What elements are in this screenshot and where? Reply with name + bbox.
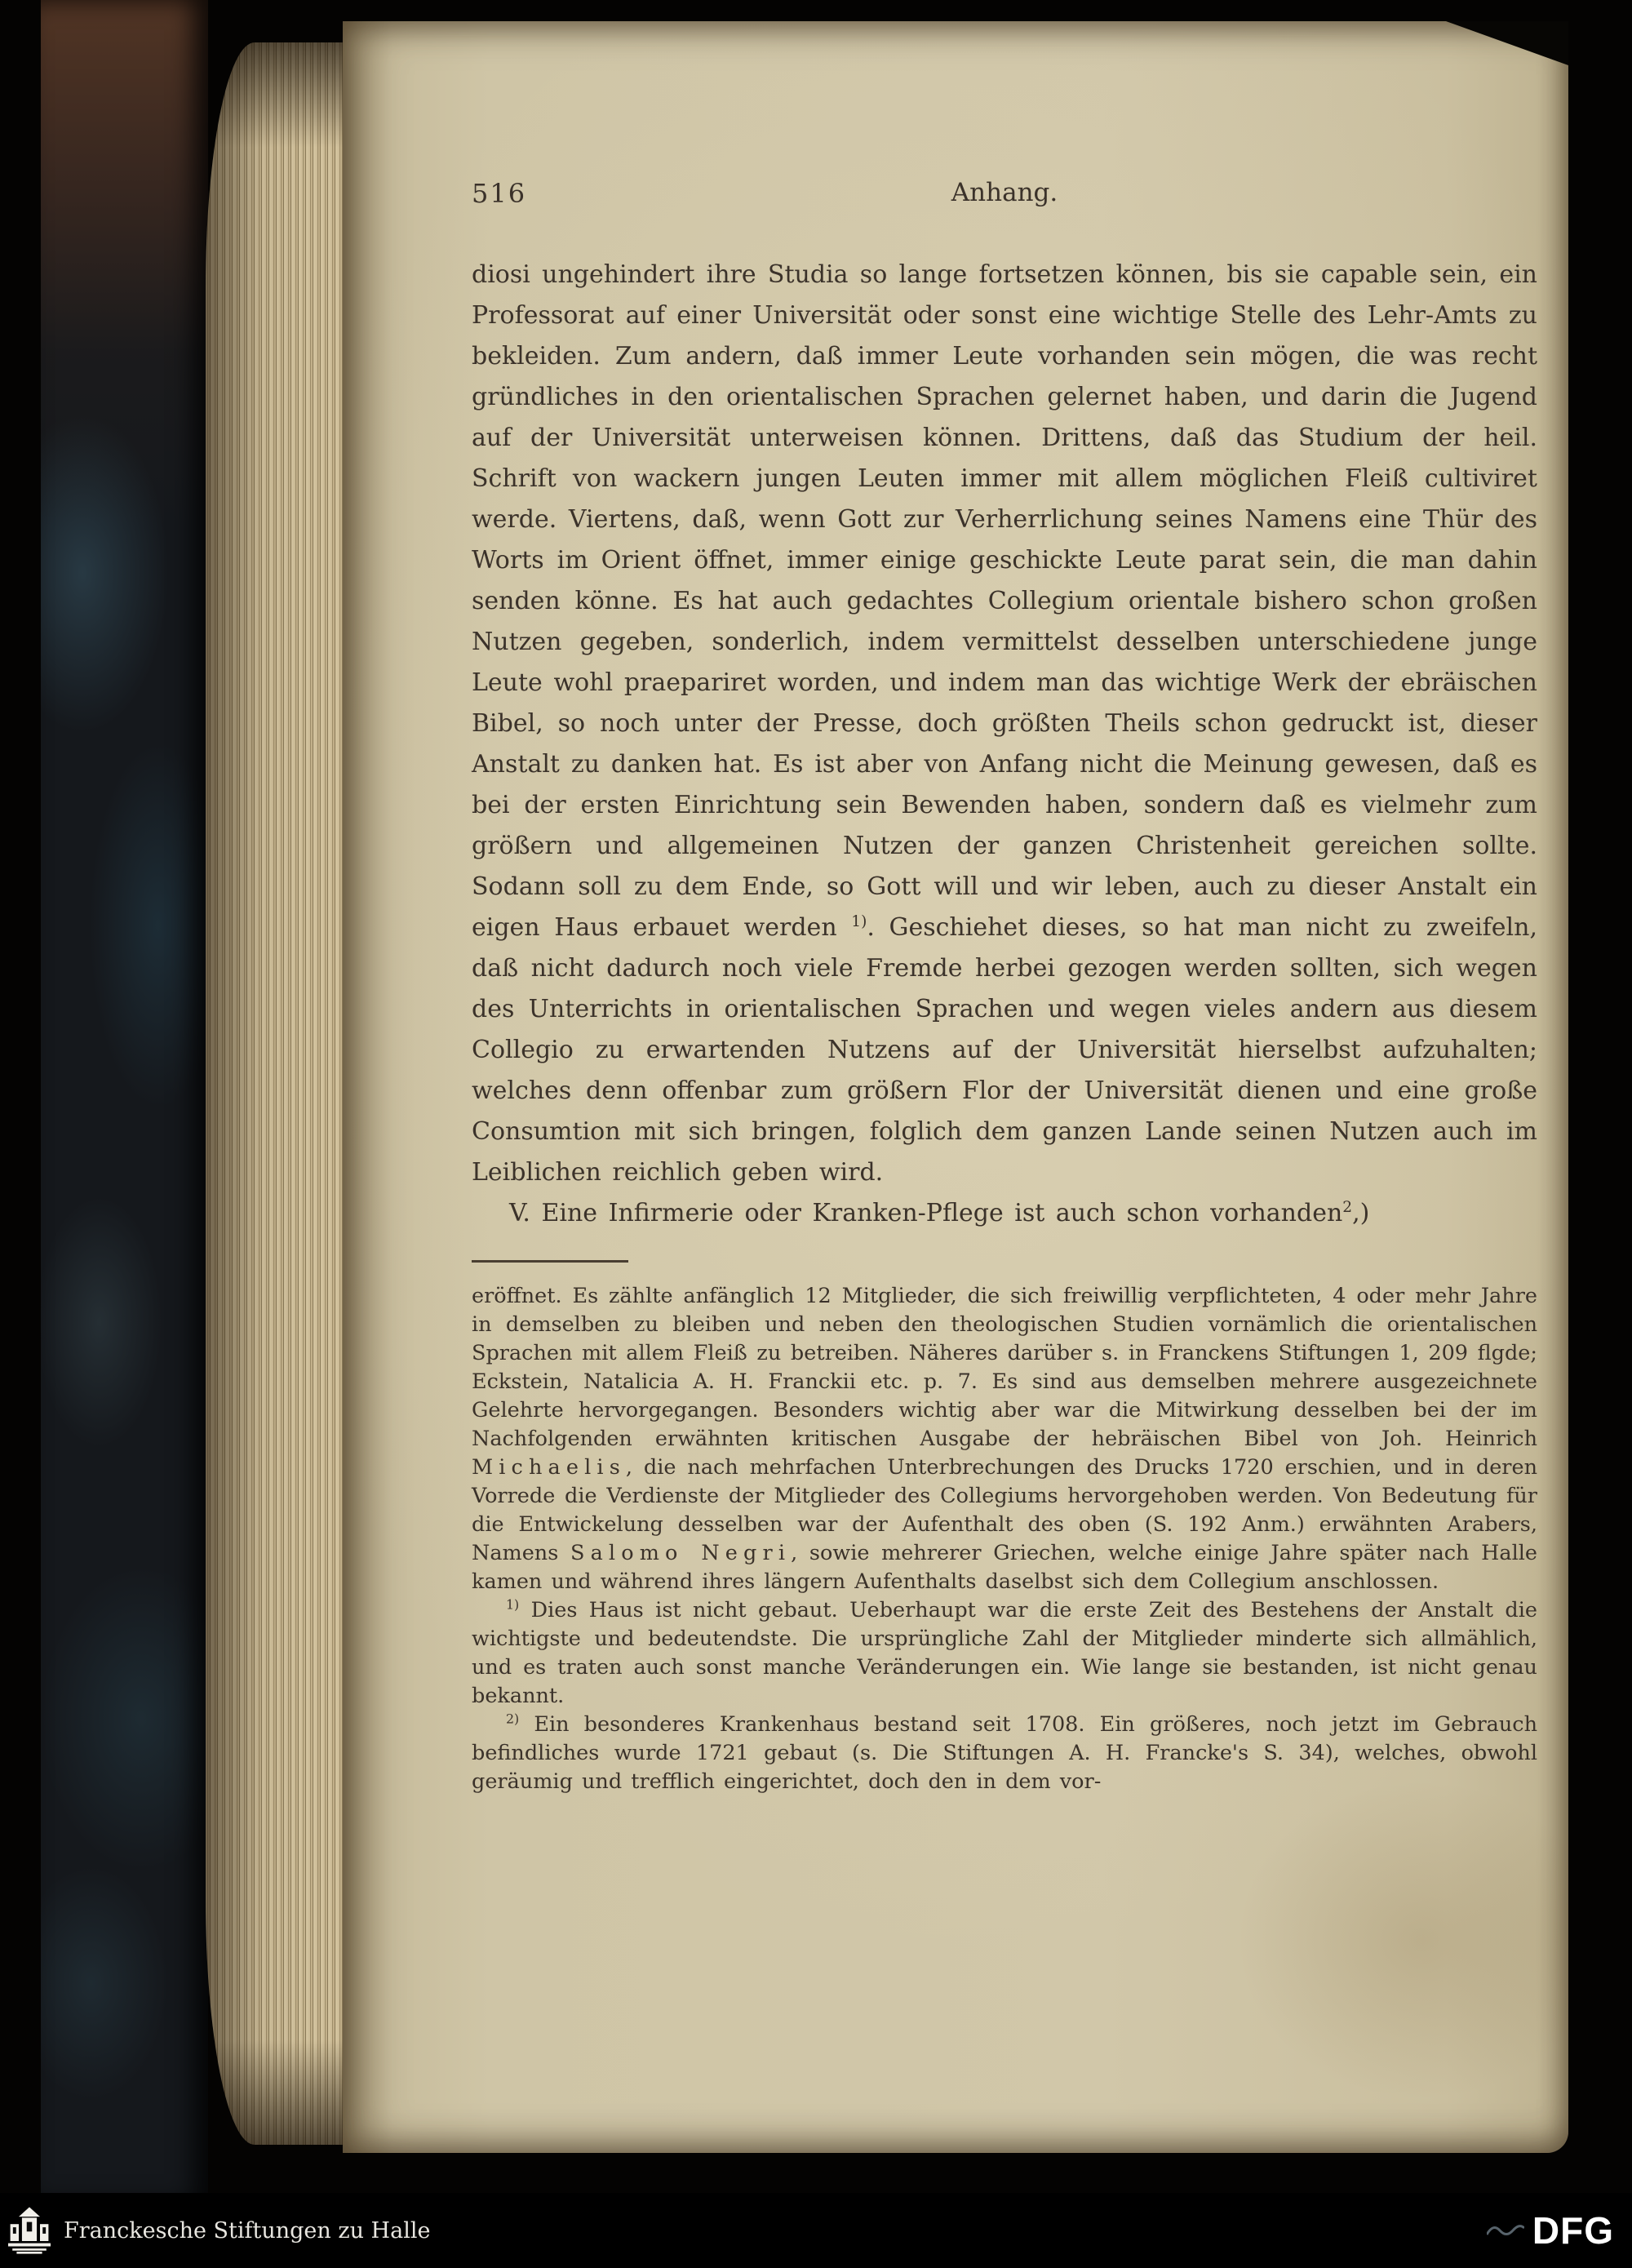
text-segment: . Geschiehet dieses, so hat man nicht zu zweifeln, daß nicht dadurch noch viele Fremde herbei gezogen werden sollten, sich wegen des Unterrichts in orientalischen Sprachen und wegen vieles andern aus diesem Collegio zu erwartenden Nutzens auf der Universität hierselbst aufzuhalten; welches denn offenbar zum größern Flor der Universität dienen und eine große Consumtion mit sich bringen, folglich dem ganzen Lande seinen Nutzen auch im Leiblichen reichlich geben wird. [472, 913, 1537, 1187]
person-name-salomo-negri: Salomo Negri [570, 1541, 792, 1565]
page-head [472, 178, 1537, 214]
footnote-1 [472, 1596, 1537, 1711]
page-number: 516 [472, 178, 527, 209]
page-corner-shadow [1446, 21, 1568, 65]
viewer-footer [0, 2193, 1632, 2268]
section-v-paragraph [472, 1193, 1537, 1234]
text-segment: Dies Haus ist nicht gebaut. Ueberhaupt war die erste Zeit des Bestehens der Anstalt die wichtigste und bedeutendste. Die ursprüngliche Zahl der Mitglieder minderte sich allmählich, und es traten auch sonst manche Veränderungen ein. Wie lange sie bestanden, ist nicht genau bekannt. [472, 1598, 1537, 1708]
text-segment: , die nach mehrfachen Unterbrechungen des Drucks 1720 erschien, und in deren Vorrede die Verdienste der Mitglieder des Collegiums hervorgehoben werden. Von Bedeutung für die Entwickelung desselben war der Aufenthalt des oben (S. 192 Anm.) erwähnten Arabers, Namens [472, 1455, 1537, 1565]
text-segment: , sowie mehrerer Griechen, welche einige Jahre später nach Halle kamen und während ihres längern Aufenthalts daselbst sich dem Collegium anschlossen. [472, 1541, 1537, 1594]
footnote-separator [472, 1260, 628, 1263]
text-segment: diosi ungehindert ihre Studia so lange fortsetzen können, bis sie capable sein, ein Professorat auf einer Universität oder sonst eine wichtige Stelle des Lehr-Amts zu bekleiden. Zum andern, daß immer Leute vorhanden sein mögen, die was recht gründliches in den orientalischen Sprachen gelernet haben, und darin die Jugend auf der Universität unterweisen können. Drittens, daß das Studium der heil. Schrift von wackern jungen Leuten immer mit allem möglichen Fleiß cultiviret werde. Viertens, daß, wenn Gott zur Verherrlichung seines Namens eine Thür des Worts im Orient öffnet, immer einige geschickte Leute parat sein, die man dahin senden könne. Es hat auch gedachtes Collegium orientale bishero schon großen Nutzen gegeben, sonderlich, indem vermittelst desselben unterschiedene junge Leute wohl praepariret worden, und indem man das wichtige Werk der ebräischen Bibel, so noch unter der Presse, doch größten Theils schon gedruckt ist, dieser Anstalt zu danken hat. Es ist aber von Anfang nicht die Meinung gewesen, daß es bei der ersten Einrichtung sein Bewenden haben, sondern daß es vielmehr zum größern und allgemeinen Nutzen der ganzen Christenheit gereichen sollte. Sodann soll zu dem Ende, so Gott will und wir leben, auch zu dieser Anstalt ein eigen Haus erbauet werden [472, 260, 1537, 942]
footnote-1-marker: 1) [506, 1596, 520, 1613]
franckesche-stiftungen-logo [8, 2207, 51, 2254]
page-fore-edges [206, 42, 349, 2145]
footnote-continuation [472, 1282, 1537, 1596]
text-segment: ,) [1352, 1199, 1370, 1227]
book-page [343, 21, 1568, 2153]
person-name-michaelis: Michaelis [472, 1455, 626, 1480]
dfg-logo: DFG [1532, 2209, 1614, 2252]
footer-right [1487, 2208, 1632, 2252]
institution-name: Franckesche Stiftungen zu Halle [64, 2217, 431, 2244]
main-paragraph [472, 255, 1537, 1193]
footnote-ref-2: 2 [1342, 1199, 1353, 1216]
text-segment: Ein besonderes Krankenhaus bestand seit 1708. Ein größeres, noch jetzt im Gebrauch befindliches wurde 1721 gebaut (s. Die Stiftungen A. H. Francke's S. 34), welches, obwohl geräumig und trefflich eingerichtet, doch den in dem vor- [472, 1712, 1537, 1794]
book-spine [41, 0, 208, 2204]
dfg-wave-icon [1487, 2220, 1524, 2241]
footnote-2 [472, 1711, 1537, 1796]
footnote-2-marker: 2) [506, 1711, 520, 1727]
footnote-ref-1: 1) [851, 913, 867, 930]
text-segment: V. Eine Infirmerie oder Kranken-Pflege ist auch schon vorhanden [509, 1199, 1343, 1227]
page-content [472, 178, 1537, 1796]
running-header: Anhang. [951, 178, 1058, 207]
text-segment: eröffnet. Es zählte anfänglich 12 Mitglieder, die sich freiwillig verpflichteten, 4 oder mehr Jahre in demselben zu bleiben und neben den theologischen Studien vornämlich die orientalischen Sprachen mit allem Fleiß zu betreiben. Näheres darüber s. in Franckens Stiftungen 1, 209 flgde; Eckstein, Natalicia A. H. Franckii etc. p. 7. Es sind aus demselben mehrere ausgezeichnete Gelehrte hervorgegangen. Besonders wichtig aber war die Mitwirkung desselben bei der im Nachfolgenden erwähnten kritischen Ausgabe der hebräischen Bibel von Joh. Heinrich [472, 1284, 1537, 1451]
footer-left [0, 2207, 430, 2254]
